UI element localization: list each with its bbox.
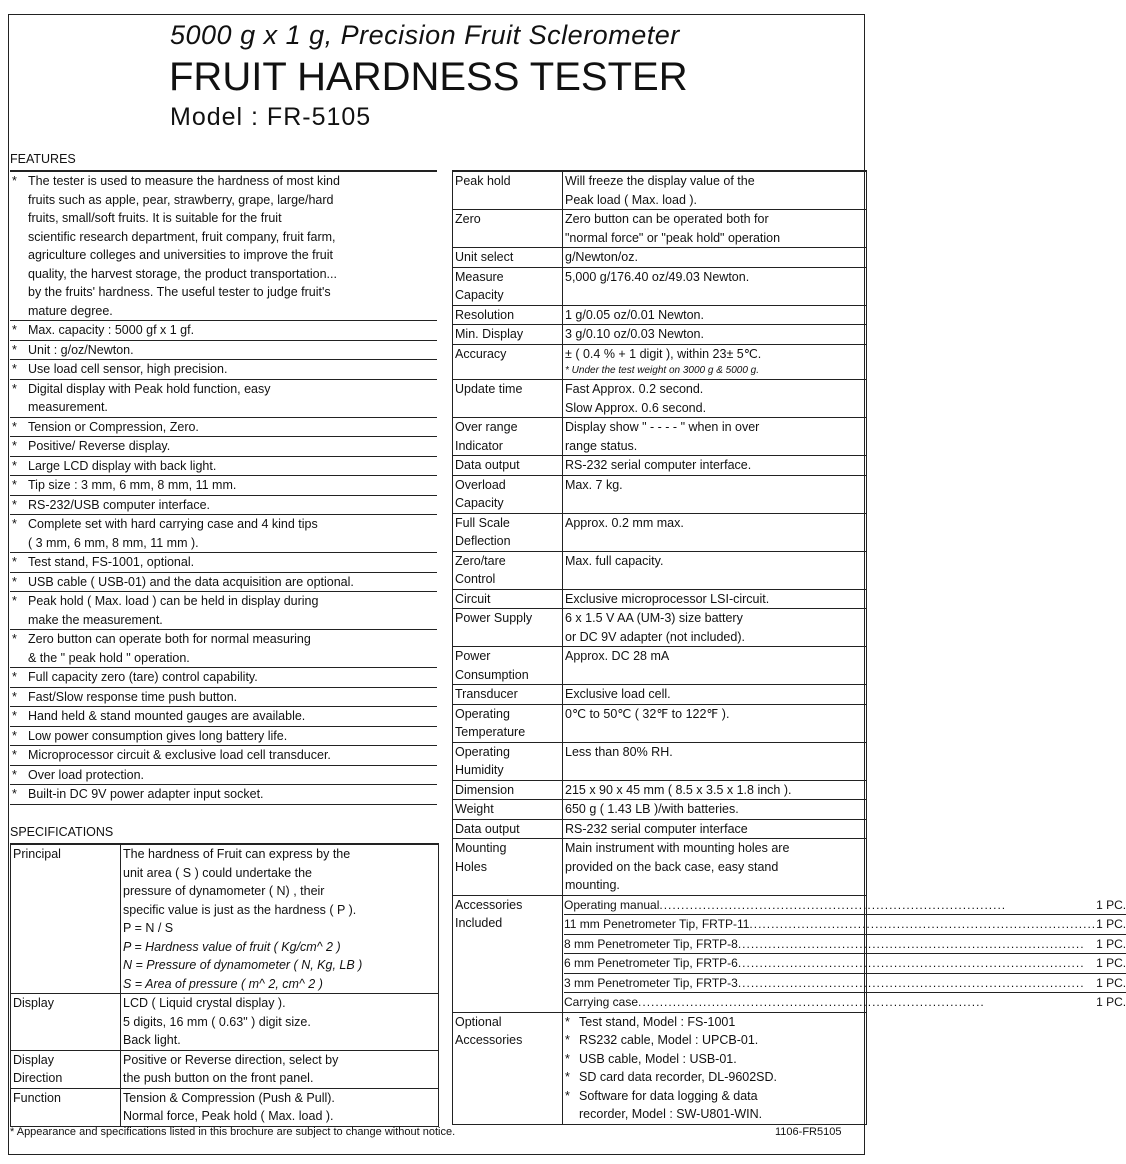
spec-value	[563, 306, 866, 325]
bullet-mark: *	[12, 174, 17, 188]
bullet-mark: *	[565, 1051, 570, 1066]
spec-value	[563, 325, 866, 344]
bullet-mark: *	[12, 574, 17, 589]
formula-line: N = Pressure of dynamometer ( N, Kg, LB )	[123, 958, 363, 972]
spec-note: * Under the test weight on 3000 g & 5000 g.	[565, 365, 760, 376]
spec-value-text: Will freeze the display value of the Peak load ( Max. load ).	[565, 174, 755, 207]
bullet-mark: *	[12, 787, 17, 801]
spec-key: Dimension	[453, 781, 563, 800]
spec-value	[563, 210, 866, 247]
spec-key: Update time	[453, 380, 563, 417]
feature-text: USB cable ( USB-01) and the data acquisition are optional.	[28, 574, 354, 589]
feature-text: Use load cell sensor, high precision.	[28, 362, 228, 376]
accessory-item	[564, 974, 1126, 994]
spec-key: Zero	[453, 210, 563, 247]
spec-key: Power Supply	[453, 609, 563, 646]
spec-value	[563, 456, 866, 475]
spec-value-text: Main instrument with mounting holes are provided on the back case, easy stand mounting.	[565, 841, 790, 892]
spec-value-text: 0℃ to 50℃ ( 32℉ to 122℉ ).	[565, 706, 730, 721]
bullet-mark: *	[12, 748, 17, 762]
feature-text: Tip size : 3 mm, 6 mm, 8 mm, 11 mm.	[28, 478, 237, 492]
bullet-mark: *	[12, 439, 17, 453]
spec-value-text: Approx. 0.2 mm max.	[565, 515, 684, 530]
feature-item	[10, 573, 437, 593]
spec-row	[453, 210, 866, 248]
spec-value	[563, 685, 866, 704]
optional-text: RS232 cable, Model : UPCB-01.	[579, 1033, 759, 1047]
bullet-mark: *	[565, 1033, 570, 1047]
spec-value-text: Exclusive microprocessor LSI-circuit.	[565, 591, 770, 606]
spec-key: Circuit	[453, 590, 563, 609]
accessory-qty: 1 PC.	[1096, 956, 1126, 970]
spec-key: Operating Humidity	[453, 743, 563, 780]
bullet-mark: *	[12, 632, 17, 646]
spec-key: Display	[11, 994, 121, 1050]
feature-text: Peak hold ( Max. load ) can be held in display during make the measurement.	[28, 594, 319, 627]
optional-item	[565, 1050, 866, 1069]
feature-text: Fast/Slow response time push button.	[28, 689, 238, 704]
spec-value: Positive or Reverse direction, select by the push button on the front panel.	[123, 1052, 339, 1085]
accessory-item	[564, 915, 1126, 935]
feature-text: Digital display with Peak hold function, easy measurement.	[28, 381, 271, 414]
spec-row	[453, 552, 866, 590]
spec-row	[453, 268, 866, 306]
bullet-mark: *	[12, 342, 17, 357]
spec-key: Weight	[453, 800, 563, 819]
spec-value	[121, 845, 438, 993]
spec-row	[453, 418, 866, 456]
spec-value-text: RS-232 serial computer interface.	[565, 458, 752, 472]
spec-key: Overload Capacity	[453, 476, 563, 513]
spec-value	[563, 820, 866, 839]
optional-item	[565, 1087, 866, 1124]
spec-value: LCD ( Liquid crystal display ). 5 digits, 16 mm ( 0.63" ) digit size. Back light.	[123, 996, 311, 1047]
bullet-mark: *	[565, 1070, 570, 1084]
spec-row	[453, 172, 866, 210]
spec-key: Unit select	[453, 248, 563, 267]
spec-key: Peak hold	[453, 172, 563, 209]
feature-item	[10, 172, 437, 321]
spec-value	[563, 705, 866, 742]
spec-value-text: 5,000 g/176.40 oz/49.03 Newton.	[565, 269, 750, 284]
spec-row	[453, 820, 866, 840]
spec-key: Principal	[11, 845, 121, 993]
spec-row	[453, 647, 866, 685]
feature-item	[10, 785, 437, 805]
spec-value-text: Max. full capacity.	[565, 553, 664, 568]
spec-value	[563, 345, 866, 380]
spec-row	[453, 743, 866, 781]
accessory-item	[564, 896, 1126, 916]
spec-value	[563, 743, 866, 780]
spec-row	[453, 306, 866, 326]
spec-key: Accessories Included	[453, 896, 563, 1012]
feature-text: Low power consumption gives long battery life.	[28, 728, 288, 743]
spec-row	[453, 456, 866, 476]
spec-value-text: Approx. DC 28 mA	[565, 649, 670, 663]
spec-value-text: 1 g/0.05 oz/0.01 Newton.	[565, 307, 704, 322]
accessory-label: Carrying case	[564, 995, 639, 1009]
spec-value: Tension & Compression (Push & Pull). Normal force, Peak hold ( Max. load ).	[123, 1090, 335, 1123]
feature-item	[10, 496, 437, 516]
feature-text: Large LCD display with back light.	[28, 458, 217, 473]
spec-line: The hardness of Fruit can express by the unit area ( S ) could undertake the pressure of dynamometer ( N) , their specific value is just as the hardness ( P ).	[123, 847, 357, 917]
spec-row	[11, 1051, 438, 1089]
spec-key: Function	[11, 1089, 121, 1126]
feature-item	[10, 553, 437, 573]
spec-value-text: RS-232 serial computer interface	[565, 821, 748, 836]
feature-text: Complete set with hard carrying case and 4 kind tips ( 3 mm, 6 mm, 8 mm, 11 mm ).	[28, 517, 318, 550]
document-code: 1106-FR5105	[775, 1126, 842, 1138]
bullet-mark: *	[12, 323, 17, 337]
spec-key: Mounting Holes	[453, 839, 563, 895]
spec-row	[453, 839, 866, 896]
feature-text: Max. capacity : 5000 gf x 1 gf.	[28, 323, 195, 337]
spec-value	[563, 418, 866, 455]
feature-item	[10, 457, 437, 477]
bullet-mark: *	[12, 670, 17, 684]
spec-key: Over range Indicator	[453, 418, 563, 455]
page-subtitle: 5000 g x 1 g, Precision Fruit Sclerometer	[170, 20, 680, 50]
feature-text: Hand held & stand mounted gauges are available.	[28, 709, 306, 723]
feature-item	[10, 707, 437, 727]
spec-key: Full Scale Deflection	[453, 514, 563, 551]
spec-value-text: 650 g ( 1.43 LB )/with batteries.	[565, 802, 739, 816]
right-spec-table	[452, 170, 1126, 1125]
spec-value-text: Max. 7 kg.	[565, 477, 623, 492]
spec-value-text: Zero button can be operated both for "normal force" or "peak hold" operation	[565, 212, 781, 245]
feature-item	[10, 766, 437, 786]
optional-list	[563, 1013, 866, 1124]
bullet-mark: *	[12, 497, 17, 512]
bullet-mark: *	[12, 517, 17, 531]
spec-value	[563, 248, 866, 267]
spec-value	[563, 590, 866, 609]
spec-value-text: Exclusive load cell.	[565, 687, 671, 701]
feature-text: Microprocessor circuit & exclusive load cell transducer.	[28, 748, 331, 762]
feature-item	[10, 630, 437, 668]
feature-text: Tension or Compression, Zero.	[28, 419, 199, 434]
spec-key: Resolution	[453, 306, 563, 325]
feature-item	[10, 321, 437, 341]
feature-item	[10, 380, 437, 418]
feature-item	[10, 418, 437, 438]
feature-text: Unit : g/oz/Newton.	[28, 342, 134, 357]
formula-line: P = Hardness value of fruit ( Kg/cm^ 2 )	[123, 939, 341, 954]
bullet-mark: *	[565, 1014, 570, 1029]
bullet-mark: *	[12, 728, 17, 743]
formula-line: S = Area of pressure ( m^ 2, cm^ 2 )	[123, 976, 323, 991]
feature-item	[10, 476, 437, 496]
feature-item	[10, 668, 437, 688]
model-label: Model : FR-5105	[170, 103, 372, 131]
feature-text: Test stand, FS-1001, optional.	[28, 555, 195, 569]
spec-row	[11, 845, 438, 994]
spec-value	[563, 172, 866, 209]
features-heading: FEATURES	[10, 152, 76, 166]
accessory-qty: 1 PC.	[1096, 917, 1126, 931]
spec-key: Data output	[453, 820, 563, 839]
specifications-heading: SPECIFICATIONS	[10, 825, 114, 839]
spec-key: Data output	[453, 456, 563, 475]
accessory-qty: 1 PC.	[1096, 975, 1126, 990]
accessories-list	[563, 896, 1126, 1012]
accessories-row	[453, 896, 1126, 1013]
spec-row	[453, 705, 866, 743]
spec-value-text: g/Newton/oz.	[565, 250, 638, 264]
disclaimer-text: * Appearance and specifications listed in this brochure are subject to change without notice.	[10, 1126, 456, 1138]
feature-text: Positive/ Reverse display.	[28, 439, 171, 453]
spec-row	[453, 514, 866, 552]
accessory-label: 6 mm Penetrometer Tip, FRTP-6	[564, 956, 738, 970]
feature-text: The tester is used to measure the hardness of most kind fruits such as apple, pear, strawberry, grape, large/hard fruits, small/soft fruits. It is suitable for the fruit scientific research department, fruit company, fruit farm, agriculture colleges and universities to improve the fruit quality, the harvest storage, the product transportation... by the fruits' hardness. The useful tester to judge fruit's mature degree.	[28, 174, 340, 318]
feature-item	[10, 437, 437, 457]
leader-dots: ................................................................................	[749, 917, 1097, 931]
spec-key: Power Consumption	[453, 647, 563, 684]
leader-dots: ................................................................................	[659, 897, 1007, 912]
spec-row	[453, 800, 866, 820]
spec-key: Transducer	[453, 685, 563, 704]
feature-item	[10, 592, 437, 630]
spec-line: P = N / S	[123, 921, 174, 935]
feature-text: Zero button can operate both for normal measuring & the " peak hold " operation.	[28, 632, 311, 665]
spec-key: Measure Capacity	[453, 268, 563, 305]
accessory-qty: 1 PC.	[1096, 897, 1126, 912]
feature-item	[10, 360, 437, 380]
spec-row	[453, 781, 866, 801]
feature-text: Full capacity zero (tare) control capability.	[28, 670, 258, 684]
spec-value-text: Less than 80% RH.	[565, 744, 673, 759]
leader-dots: ................................................................................	[737, 956, 1085, 970]
spec-row	[11, 994, 438, 1051]
accessory-item	[564, 935, 1126, 955]
page-title: FRUIT HARDNESS TESTER	[169, 55, 688, 99]
spec-value-text: ± ( 0.4 % + 1 digit ), within 23± 5℃.	[565, 346, 762, 361]
spec-key: Display Direction	[11, 1051, 121, 1088]
bullet-mark: *	[12, 767, 17, 782]
leader-dots: ................................................................................	[737, 936, 1085, 951]
spec-row	[453, 380, 866, 418]
accessory-item	[564, 993, 1126, 1012]
accessory-qty: 1 PC.	[1096, 995, 1126, 1009]
accessory-label: 11 mm Penetrometer Tip, FRTP-11	[564, 917, 750, 931]
spec-key: Optional Accessories	[453, 1013, 563, 1124]
spec-row	[453, 476, 866, 514]
bullet-mark: *	[12, 689, 17, 704]
spec-row	[453, 685, 866, 705]
accessory-item	[564, 954, 1126, 974]
optional-item	[565, 1013, 866, 1032]
features-list	[10, 170, 437, 805]
bullet-mark: *	[12, 419, 17, 434]
spec-value	[563, 514, 866, 551]
accessory-label: Operating manual	[564, 897, 660, 912]
bullet-mark: *	[12, 555, 17, 569]
bullet-mark: *	[12, 594, 17, 608]
bullet-mark: *	[12, 458, 17, 473]
optional-item	[565, 1031, 866, 1050]
optional-row	[453, 1013, 866, 1125]
spec-key: Zero/tare Control	[453, 552, 563, 589]
bullet-mark: *	[12, 362, 17, 376]
spec-value	[563, 476, 866, 513]
leader-dots: ................................................................................	[638, 995, 985, 1009]
accessory-qty: 1 PC.	[1096, 936, 1126, 951]
spec-row	[453, 345, 866, 381]
spec-row	[453, 248, 866, 268]
spec-value-text: Display show " - - - - " when in over range status.	[565, 420, 760, 453]
optional-text: SD card data recorder, DL-9602SD.	[579, 1070, 778, 1084]
feature-item	[10, 746, 437, 766]
feature-text: RS-232/USB computer interface.	[28, 497, 211, 512]
spec-row	[453, 325, 866, 345]
spec-value	[563, 781, 866, 800]
spec-value	[563, 380, 866, 417]
spec-row	[453, 609, 866, 647]
optional-item	[565, 1068, 866, 1087]
optional-text: USB cable, Model : USB-01.	[579, 1051, 737, 1066]
spec-value-text: Fast Approx. 0.2 second. Slow Approx. 0.6 second.	[565, 382, 707, 415]
spec-value	[563, 647, 866, 684]
spec-value-text: 215 x 90 x 45 mm ( 8.5 x 3.5 x 1.8 inch ).	[565, 782, 792, 797]
spec-value	[563, 800, 866, 819]
spec-row	[11, 1089, 438, 1127]
spec-key: Accuracy	[453, 345, 563, 380]
spec-value	[563, 609, 866, 646]
bullet-mark: *	[565, 1088, 570, 1103]
left-spec-table	[10, 843, 439, 1127]
feature-item	[10, 727, 437, 747]
feature-text: Over load protection.	[28, 767, 145, 782]
bullet-mark: *	[12, 381, 17, 396]
bullet-mark: *	[12, 478, 17, 492]
bullet-mark: *	[12, 709, 17, 723]
accessory-label: 8 mm Penetrometer Tip, FRTP-8	[564, 936, 738, 951]
spec-value	[563, 552, 866, 589]
feature-item	[10, 515, 437, 553]
spec-value	[563, 839, 866, 895]
optional-text: Test stand, Model : FS-1001	[579, 1014, 736, 1029]
accessory-label: 3 mm Penetrometer Tip, FRTP-3	[564, 975, 738, 990]
feature-item	[10, 341, 437, 361]
spec-value-text: 3 g/0.10 oz/0.03 Newton.	[565, 327, 704, 341]
spec-key: Min. Display	[453, 325, 563, 344]
optional-text: Software for data logging & data recorder, Model : SW-U801-WIN.	[579, 1088, 763, 1121]
spec-key: Operating Temperature	[453, 705, 563, 742]
spec-value	[563, 268, 866, 305]
spec-row	[453, 590, 866, 610]
feature-text: Built-in DC 9V power adapter input socket.	[28, 787, 264, 801]
feature-item	[10, 688, 437, 708]
leader-dots: ................................................................................	[737, 975, 1085, 990]
spec-value-text: 6 x 1.5 V AA (UM-3) size battery or DC 9V adapter (not included).	[565, 611, 745, 644]
